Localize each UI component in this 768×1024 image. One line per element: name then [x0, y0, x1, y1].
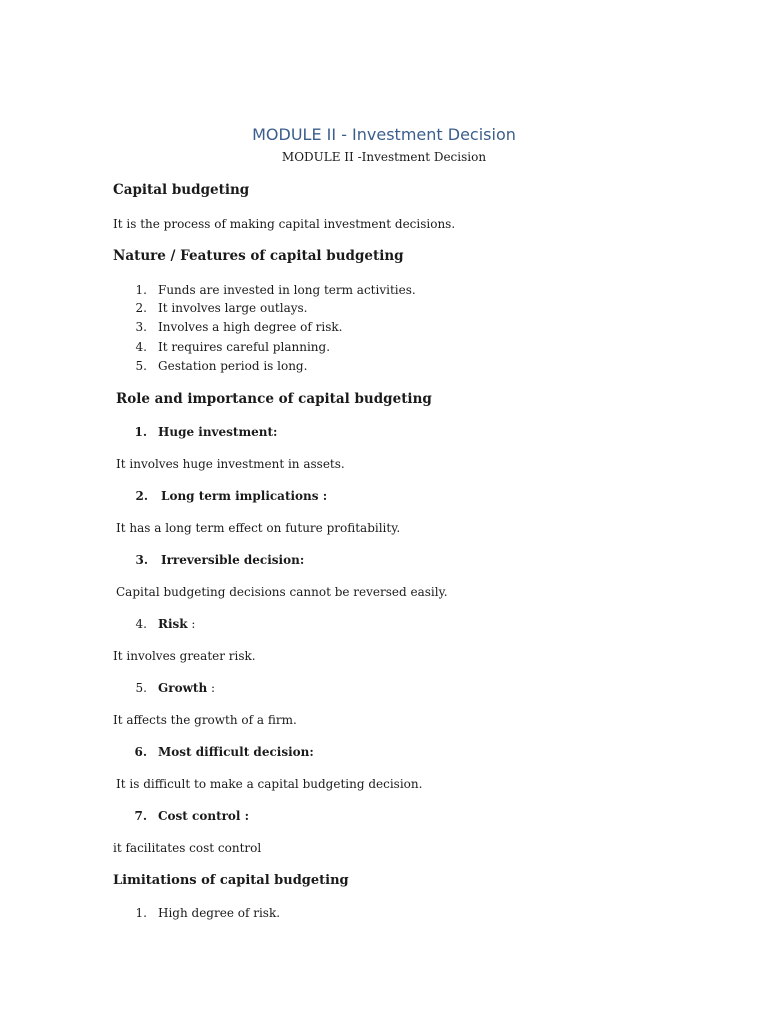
point-number: 6. [134, 745, 147, 759]
point-description: It involves greater risk. [113, 649, 256, 663]
list-item-number: 4. [135, 340, 147, 354]
point-number: 1. [134, 425, 147, 439]
document-subtitle: MODULE II -Investment Decision [281, 150, 487, 164]
point-title: Irreversible decision: [161, 553, 305, 567]
point-description: Capital budgeting decisions cannot be reversed easily. [116, 585, 448, 599]
list-item: It requires careful planning. [158, 340, 331, 354]
heading-capital-budgeting: Capital budgeting [113, 182, 250, 198]
point-title-suffix: : [207, 681, 216, 695]
point-title: Long term implications : [161, 489, 328, 503]
list-item-number: 5. [135, 359, 147, 373]
point-description: it facilitates cost control [113, 841, 262, 855]
point-number: 7. [134, 809, 147, 823]
point-description: It involves huge investment in assets. [116, 457, 345, 471]
capital-budgeting-definition: It is the process of making capital investment decisions. [113, 217, 456, 231]
list-item: It involves large outlays. [158, 301, 308, 315]
point-title: Huge investment: [158, 425, 278, 439]
point-title: Risk [158, 617, 188, 631]
point-title: Growth [158, 681, 208, 695]
point-description: It is difficult to make a capital budgeting decision. [116, 777, 423, 791]
list-item: High degree of risk. [158, 906, 281, 920]
heading-limitations: Limitations of capital budgeting [113, 873, 349, 888]
point-description: It affects the growth of a firm. [113, 713, 297, 727]
point-number: 2. [135, 489, 148, 503]
heading-nature-features: Nature / Features of capital budgeting [113, 248, 404, 264]
point-title-suffix: : [187, 617, 196, 631]
point-number: 4. [135, 617, 147, 631]
point-title-line [158, 617, 195, 631]
point-description: It has a long term effect on future profitability. [116, 521, 401, 535]
point-title: Cost control : [158, 809, 250, 823]
point-title-line [158, 681, 215, 695]
point-number: 5. [135, 681, 147, 695]
list-item-number: 3. [135, 320, 147, 334]
list-item: Involves a high degree of risk. [158, 320, 343, 334]
list-item-number: 1. [135, 283, 147, 297]
heading-role-importance: Role and importance of capital budgeting [116, 391, 432, 407]
list-item: Gestation period is long. [158, 359, 308, 373]
point-number: 3. [135, 553, 148, 567]
list-item-number: 1. [135, 906, 147, 920]
list-item-number: 2. [135, 301, 147, 315]
point-title: Most difficult decision: [158, 745, 314, 759]
list-item: Funds are invested in long term activities. [158, 283, 416, 297]
document-title: MODULE II - Investment Decision [252, 125, 516, 144]
